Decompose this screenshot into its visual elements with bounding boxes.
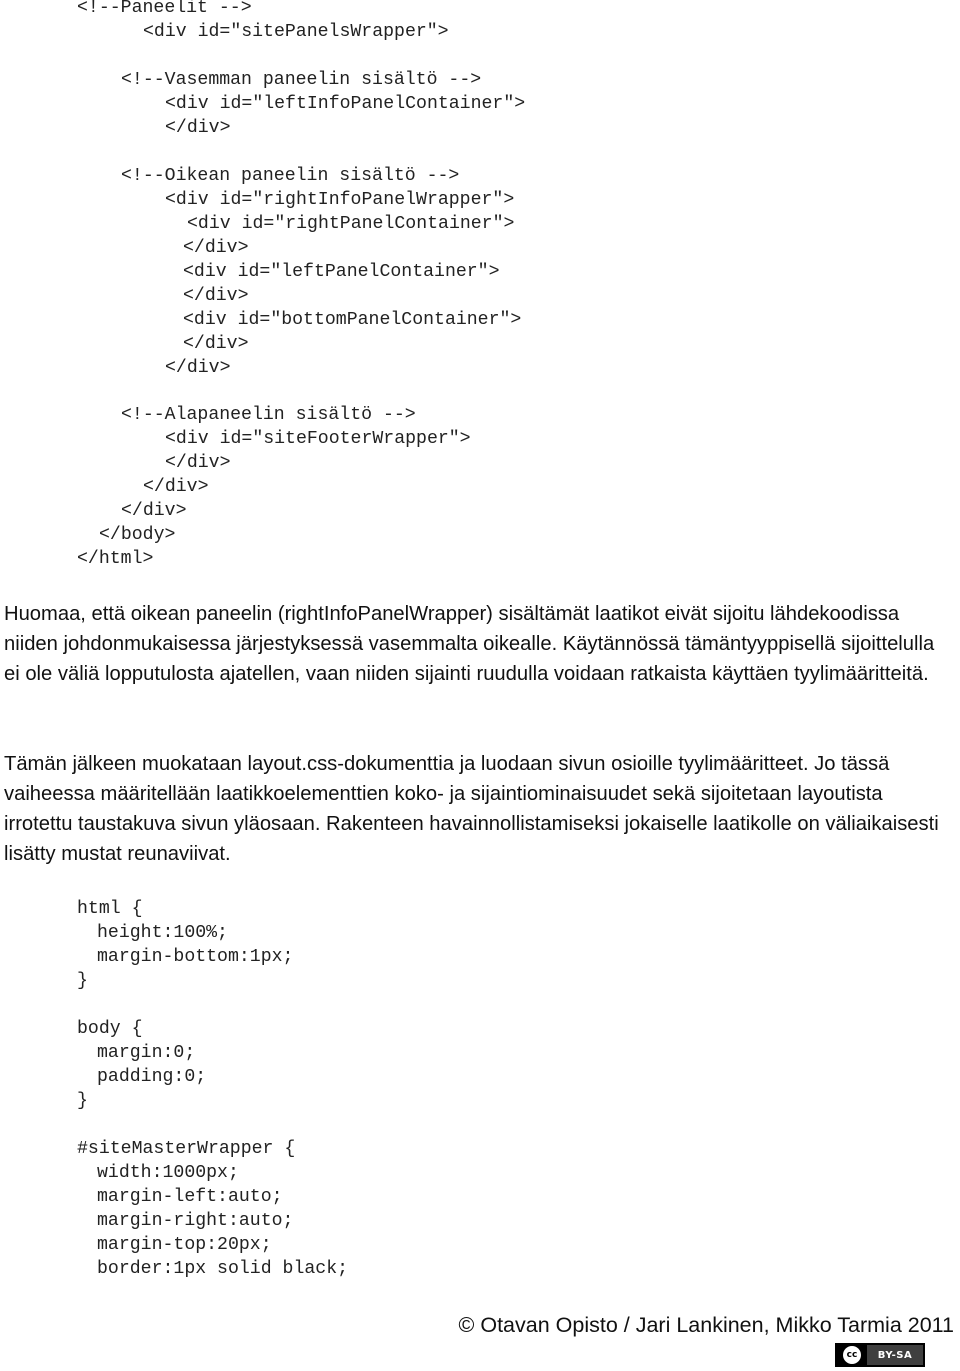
code-line: </div>	[165, 118, 231, 138]
paragraph-note: Huomaa, että oikean paneelin (rightInfoPanelWrapper) sisältämät laatikot eivät sijoitu lähdekoodissa niiden johdonmukaisessa järjestyksessä vasemmalta oikealle. Käytännössä tämäntyyppisellä sijoittelulla ei ole väliä lopputulosta ajatellen, vaan niiden sijainti ruudulla voidaan ratkaista käyttäen tyylimääritteitä.	[4, 603, 935, 685]
code-line: </div>	[183, 238, 249, 258]
code-line: #siteMasterWrapper {	[77, 1139, 296, 1159]
code-line: <div id="rightInfoPanelWrapper">	[165, 190, 515, 210]
code-line: </body>	[99, 525, 176, 545]
code-line: <div id="leftPanelContainer">	[183, 262, 500, 282]
code-line: <div id="sitePanelsWrapper">	[143, 22, 449, 42]
code-line: </div>	[143, 477, 209, 497]
code-line: }	[77, 1091, 88, 1111]
code-line: html {	[77, 899, 143, 919]
paragraph-layout-css: Tämän jälkeen muokataan layout.css-dokumenttia ja luodaan sivun osioille tyylimääritteet. Jo tässä vaiheessa määritellään laatikkoelementtien koko- ja sijaintiominaisuudet sekä sijoitetaan layoutista irrotettu taustakuva sivun yläosaan. Rakenteen havainnollistamiseksi jokaiselle laatikolle on väliaikaisesti lisätty mustat reunaviivat.	[4, 753, 939, 865]
code-line: <!--Paneelit -->	[77, 0, 252, 18]
code-line: <!--Vasemman paneelin sisältö -->	[121, 70, 482, 90]
code-line: width:1000px;	[97, 1163, 239, 1183]
code-line: </div>	[121, 501, 187, 521]
license-label: BY-SA	[867, 1345, 923, 1365]
code-line: }	[77, 971, 88, 991]
creative-commons-icon	[837, 1345, 867, 1365]
code-line: <!--Alapaneelin sisältö -->	[121, 405, 416, 425]
code-line: margin-right:auto;	[97, 1211, 294, 1231]
code-line: margin:0;	[97, 1043, 196, 1063]
code-line: <div id="rightPanelContainer">	[187, 214, 515, 234]
code-line: <!--Oikean paneelin sisältö -->	[121, 166, 460, 186]
code-line: </html>	[77, 549, 154, 569]
code-line: body {	[77, 1019, 143, 1039]
code-line: <div id="siteFooterWrapper">	[165, 429, 471, 449]
code-line: <div id="bottomPanelContainer">	[183, 310, 522, 330]
code-line: </div>	[183, 334, 249, 354]
code-line: margin-bottom:1px;	[97, 947, 294, 967]
cc-by-sa-license-badge[interactable]	[835, 1343, 925, 1367]
code-line: border:1px solid black;	[97, 1259, 349, 1279]
code-line: </div>	[165, 453, 231, 473]
code-line: margin-top:20px;	[97, 1235, 272, 1255]
code-line: </div>	[165, 358, 231, 378]
code-line: height:100%;	[97, 923, 228, 943]
code-line: </div>	[183, 286, 249, 306]
code-line: padding:0;	[97, 1067, 207, 1087]
footer-credit: © Otavan Opisto / Jari Lankinen, Mikko Tarmia 2011	[458, 1313, 954, 1337]
cc-icon-label: cc	[843, 1346, 861, 1364]
code-line: <div id="leftInfoPanelContainer">	[165, 94, 526, 114]
code-line: margin-left:auto;	[97, 1187, 283, 1207]
